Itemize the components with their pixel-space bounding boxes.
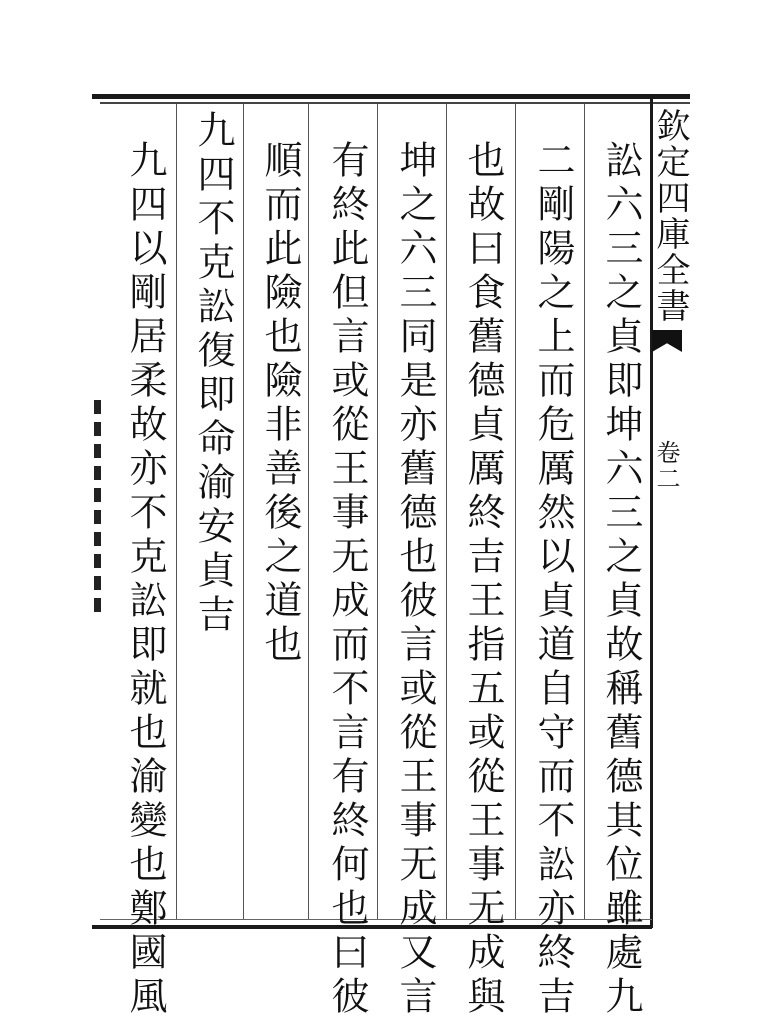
text-column-4: 坤之六三同是亦舊德也彼言或從王事无成又言 bbox=[393, 140, 437, 1020]
text-column-1: 訟六三之貞即坤六三之貞故稱舊德其位雖處九 bbox=[599, 140, 643, 1020]
top-border-rule bbox=[92, 94, 690, 99]
column-divider bbox=[377, 104, 378, 919]
left-edge-marks bbox=[94, 400, 101, 620]
text-column-3: 也故曰食舊德貞厲終吉王指五或從王事无成與 bbox=[461, 140, 505, 1020]
text-column-8: 九四以剛居柔故亦不克訟即就也渝變也鄭國風 bbox=[123, 140, 167, 1020]
volume-label: 卷二 bbox=[652, 440, 680, 492]
text-column-2: 二剛陽之上而危厲然以貞道自守而不訟亦終吉 bbox=[531, 140, 575, 1020]
column-divider bbox=[308, 104, 309, 919]
text-column-6: 順而此險也險非善後之道也 bbox=[258, 140, 302, 668]
column-divider bbox=[176, 104, 177, 919]
text-column-5: 有終此但言或從王事无成而不言有終何也曰彼 bbox=[325, 140, 369, 1020]
column-divider bbox=[243, 104, 244, 919]
collection-title: 欽定四庫全書 bbox=[650, 108, 690, 324]
fish-tail-mark bbox=[652, 330, 682, 352]
column-divider bbox=[584, 104, 585, 919]
column-divider bbox=[446, 104, 447, 919]
column-divider bbox=[515, 104, 516, 919]
top-inner-rule bbox=[100, 102, 690, 104]
text-column-7: 九四不克訟復即命渝安貞吉 bbox=[191, 110, 235, 638]
